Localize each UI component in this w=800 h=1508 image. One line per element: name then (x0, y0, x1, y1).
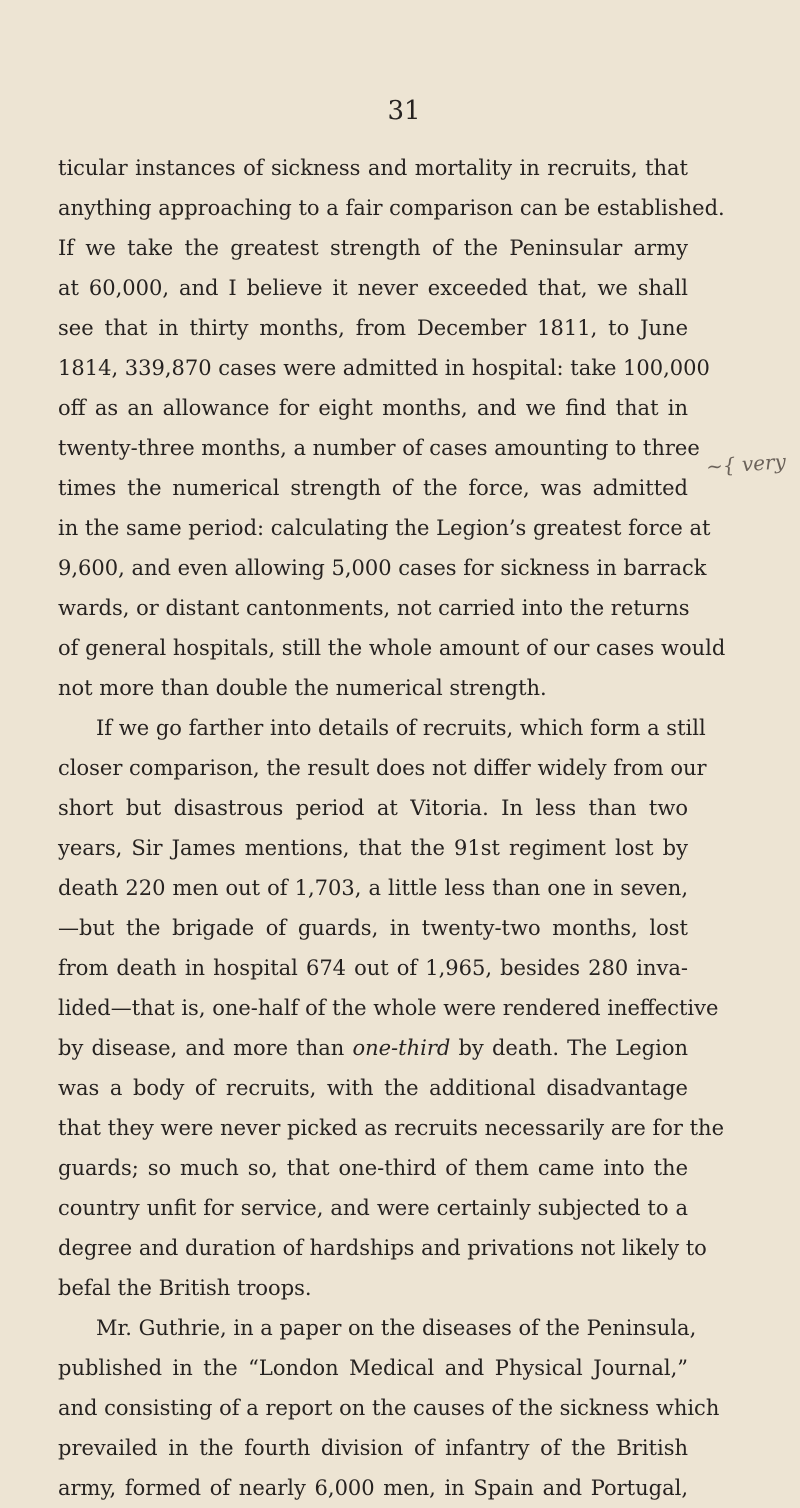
text-line: army, formed of nearly 6,000 men, in Spain and Portugal, (58, 1476, 688, 1500)
text-line: 9,600, and even allowing 5,000 cases for sickness in barrack (58, 556, 707, 580)
text-line: from death in hospital 674 out of 1,965, besides 280 inva- (58, 956, 688, 980)
text-line: times the numerical strength of the force, was admitted (58, 476, 688, 500)
text-line: of general hospitals, still the whole amount of our cases would (58, 636, 726, 660)
text-line: short but disastrous period at Vitoria. In less than two (58, 796, 688, 820)
text-line: twenty-three months, a number of cases amounting to three (58, 436, 700, 460)
body-text (58, 148, 726, 1508)
text-line: anything approaching to a fair comparison can be established. (58, 196, 725, 220)
text-line: prevailed in the fourth division of infantry of the British (58, 1436, 688, 1460)
text-line: guards; so much so, that one-third of them came into the (58, 1156, 688, 1180)
handwritten-margin-note: ~{ very (705, 449, 787, 479)
text-line: was a body of recruits, with the additional disadvantage (58, 1076, 688, 1100)
text-line: degree and duration of hardships and privations not likely to (58, 1236, 707, 1260)
page-number: 31 (387, 96, 421, 126)
text-line: Mr. Guthrie, in a paper on the diseases of the Peninsula, (96, 1316, 697, 1340)
text-line: and consisting of a report on the causes of the sickness which (58, 1396, 720, 1420)
text-line: befal the British troops. (58, 1276, 312, 1300)
text-line: death 220 men out of 1,703, a little less than one in seven, (58, 876, 688, 900)
text-line: not more than double the numerical strength. (58, 676, 547, 700)
text-line: at 60,000, and I believe it never exceeded that, we shall (58, 276, 688, 300)
text-line: If we go farther into details of recruits, which form a still (96, 716, 706, 740)
text-line: see that in thirty months, from December 1811, to June (58, 316, 688, 340)
text-line: in the same period: calculating the Legion’s greatest force at (58, 516, 711, 540)
text-line: If we take the greatest strength of the Peninsular army (58, 236, 688, 260)
text-line: closer comparison, the result does not differ widely from our (58, 756, 707, 780)
text-line: wards, or distant cantonments, not carried into the returns (58, 596, 690, 620)
text-line: 1814, 339,870 cases were admitted in hospital: take 100,000 (58, 356, 710, 380)
text-line: country unfit for service, and were certainly subjected to a (58, 1196, 688, 1220)
text-line: off as an allowance for eight months, and we find that in (58, 396, 688, 420)
text-line: —but the brigade of guards, in twenty-two months, lost (58, 916, 688, 940)
text-line: ticular instances of sickness and mortality in recruits, that (58, 156, 688, 180)
text-line: lided—that is, one-half of the whole were rendered ineffective (58, 996, 719, 1020)
text-line: published in the “London Medical and Physical Journal,” (58, 1356, 688, 1380)
text-line: that they were never picked as recruits necessarily are for the (58, 1116, 725, 1140)
text-line: by disease, and more than one-third by death. The Legion (58, 1036, 688, 1060)
text-line: years, Sir James mentions, that the 91st regiment lost by (58, 836, 688, 860)
